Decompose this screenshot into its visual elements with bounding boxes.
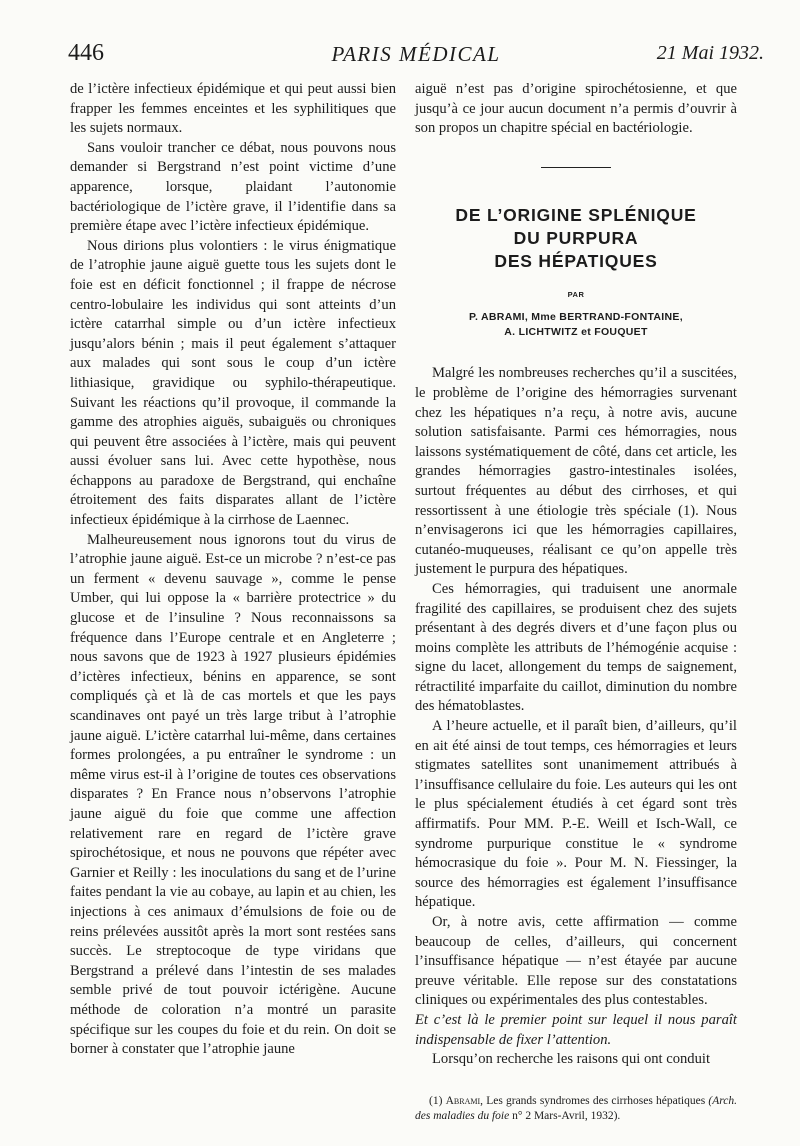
article-authors <box>415 310 737 340</box>
footnote <box>415 1094 737 1124</box>
byline-par: PAR <box>567 289 585 299</box>
paragraph: Malheureusement nous ignorons tout du virus de l’atrophie jaune aiguë. Est-ce un microbe ? n’est-ce pas un ferment « devenu sauvage », comme le pense Umber, qui lui oppose la « barrière protectrice » du glucose et de l’insuline ? Nous reconnaissons sa fréquence dans l’Europe centrale et en Angleterre ; nous savons que de 1923 à 1927 plusieurs épidémies d’ictères infectieux, bénins en apparence, se sont compliqués çà et là de cas mortels et que les pays scandinaves ont payé un très large tribut à l’atrophie jaune aiguë. L’ictère catarrhal lui-même, dans certaines formes prolongées, a pu entraîner le syndrome : un même virus est-il à l’origine de toutes ces observations disparates ? En France nous n’observons l’atrophie jaune aiguë du foie que comme une affection relativement rare en regard de l’ictère grave spirochétosique, et nous ne pouvons que répéter avec Garnier et Reilly : les inoculations du sang et de l’urine faites pendant la vie au cobaye, au lapin et au chien, les injections à ces animaux d’émulsions de foie ou de reins prélevées aussitôt après la mort sont restées sans succès. Le streptocoque de type viridans que Bergstrand a prélevé dans l’intestin de ses malades semble privé de tout pouvoir ictérigène. Aucune méthode de coloration n’a montré un parasite spécifique sur les coupes du foie et du rein. On doit se borner à constater que l’atrophie jaune <box>70 531 396 1058</box>
footnote-text: Les grands syndromes des cirrhoses hépatiques <box>486 1094 706 1107</box>
footnote-author: Abrami, <box>445 1094 484 1107</box>
paragraph: Malgré les nombreuses recherches qu’il a suscitées, le problème de l’origine des hémorragies survenant chez les hépatiques n’a reçu, à notre avis, aucune solution satisfaisante. Parmi ces hémorragies, nous laissons systématiquement de côté, dans cet article, les grandes hémorragies gastro-intestinales isolées, surtout fréquentes au début des cirrhoses, et qui ressortissent à une étiologie très spéciale (1). Nous n’envisagerons ici que les hémorragies capillaires, cutanéo-muqueuses, réalisant ce qu’on appelle très justement le purpura des hépatiques. <box>415 365 737 578</box>
footnote-mark: (1) <box>429 1094 443 1107</box>
article-title-line: DU PURPURA <box>513 227 639 248</box>
author-line: P. ABRAMI, Mme BERTRAND-FONTAINE, <box>469 311 683 324</box>
paragraph: Or, à notre avis, cette affirmation — comme beaucoup de celles, d’ailleurs, qui concernent l’insuffisance hépatique — n’est étayée par aucune preuve véritable. Elle repose sur des constatations cliniques ou expérimentales des plus contestables. <box>415 914 737 1009</box>
page-number: 446 <box>68 40 104 66</box>
paragraph: Ces hémorragies, qui traduisent une anormale fragilité des capillaires, se produisent chez des sujets présentant à des degrés divers et d’une façon plus ou moins complète les attributs de l’hémogénie acquise : signe du lacet, allongement du temps de saignement, rétractilité imparfaite du caillot, diminution du nombre des hématoblastes. <box>415 580 737 715</box>
left-column <box>70 80 396 1060</box>
paragraph: Sans vouloir trancher ce débat, nous pouvons nous demander si Bergstrand n’est point victime d’une apparence, lorsque, plaidant l’autonomie bactériologique de l’ictère grave, il l’identifie dans sa première étape avec l’ictère infectieux épidémique. <box>70 139 396 235</box>
italic-emphasis: Et c’est là le premier point sur lequel il nous paraît indispensable de fixer l’attention. <box>415 1011 737 1048</box>
paragraph: A l’heure actuelle, et il paraît bien, d’ailleurs, qu’il en ait été ainsi de tout temps, ces hémorragies et leurs stigmates satellites sont unanimement attribués à l’insuffisance cellulaire du foie. Les auteurs qui les ont le plus spécialement étudiés à cet égard sont très affirmatifs. Pour MM. P.-E. Weill et Isch-Wall, ce syndrome purpurique constitue le « syndrome hémocrasique du foie ». Pour M. N. Fiessinger, la source des hémorragies est également l’insuffisance hépatique. <box>415 718 737 911</box>
running-header <box>68 40 764 76</box>
paragraph: Nous dirions plus volontiers : le virus énigmatique de l’atrophie jaune aiguë guette tous les sujets dont le foie est en déficit fonctionnel ; il frappe de nécrose centro-lobulaire les individus qui sont atteints d’un ictère catarrhal simple ou d’un ictère infectieux jusqu’alors bénin ; mais il peut également s’attaquer aux malades qui sont sous le coup d’un ictère lithiasique, gravidique ou syphilo-thérapeutique. Suivant les réactions qu’il provoque, il commande la gamme des atrophies aiguës, subaiguës ou chroniques qui peuvent être associées à l’ictère, mais qui peuvent aussi évoluer sans lui. Avec cette hypothèse, nous échappons au paradoxe de Bergstrand, qui enchaîne étroitement des faits disparates allant de l’ictère infectieux épidémique à la cirrhose de Laennec. <box>70 237 396 529</box>
footnote-issue: n° 2 Mars-Avril, 1932). <box>512 1109 621 1122</box>
journal-title: PARIS MÉDICAL <box>331 42 501 66</box>
article-title-line: DE L’ORIGINE SPLÉNIQUE <box>455 204 697 225</box>
article-title-line: DES HÉPATIQUES <box>494 250 658 271</box>
author-line: A. LICHTWITZ et FOUQUET <box>504 326 648 339</box>
issue-date: 21 Mai 1932. <box>656 42 764 64</box>
paragraph-continuation: aiguë n’est pas d’origine spirochétosienne, et que jusqu’à ce jour aucun document n’a permis d’ouvrir à son propos un chapitre spécial en bactériologie. <box>415 81 737 137</box>
section-divider <box>541 167 611 168</box>
paragraph: Lorsqu’on recherche les raisons qui ont conduit <box>432 1051 711 1068</box>
right-column <box>415 80 737 1124</box>
article-title <box>415 204 737 273</box>
footnote-source: (Arch. des maladies du foie <box>415 1094 738 1122</box>
paragraph: de l’ictère infectieux épidémique et qui peut aussi bien frapper les femmes enceintes et les syphilitiques que les sujets normaux. <box>70 81 396 137</box>
